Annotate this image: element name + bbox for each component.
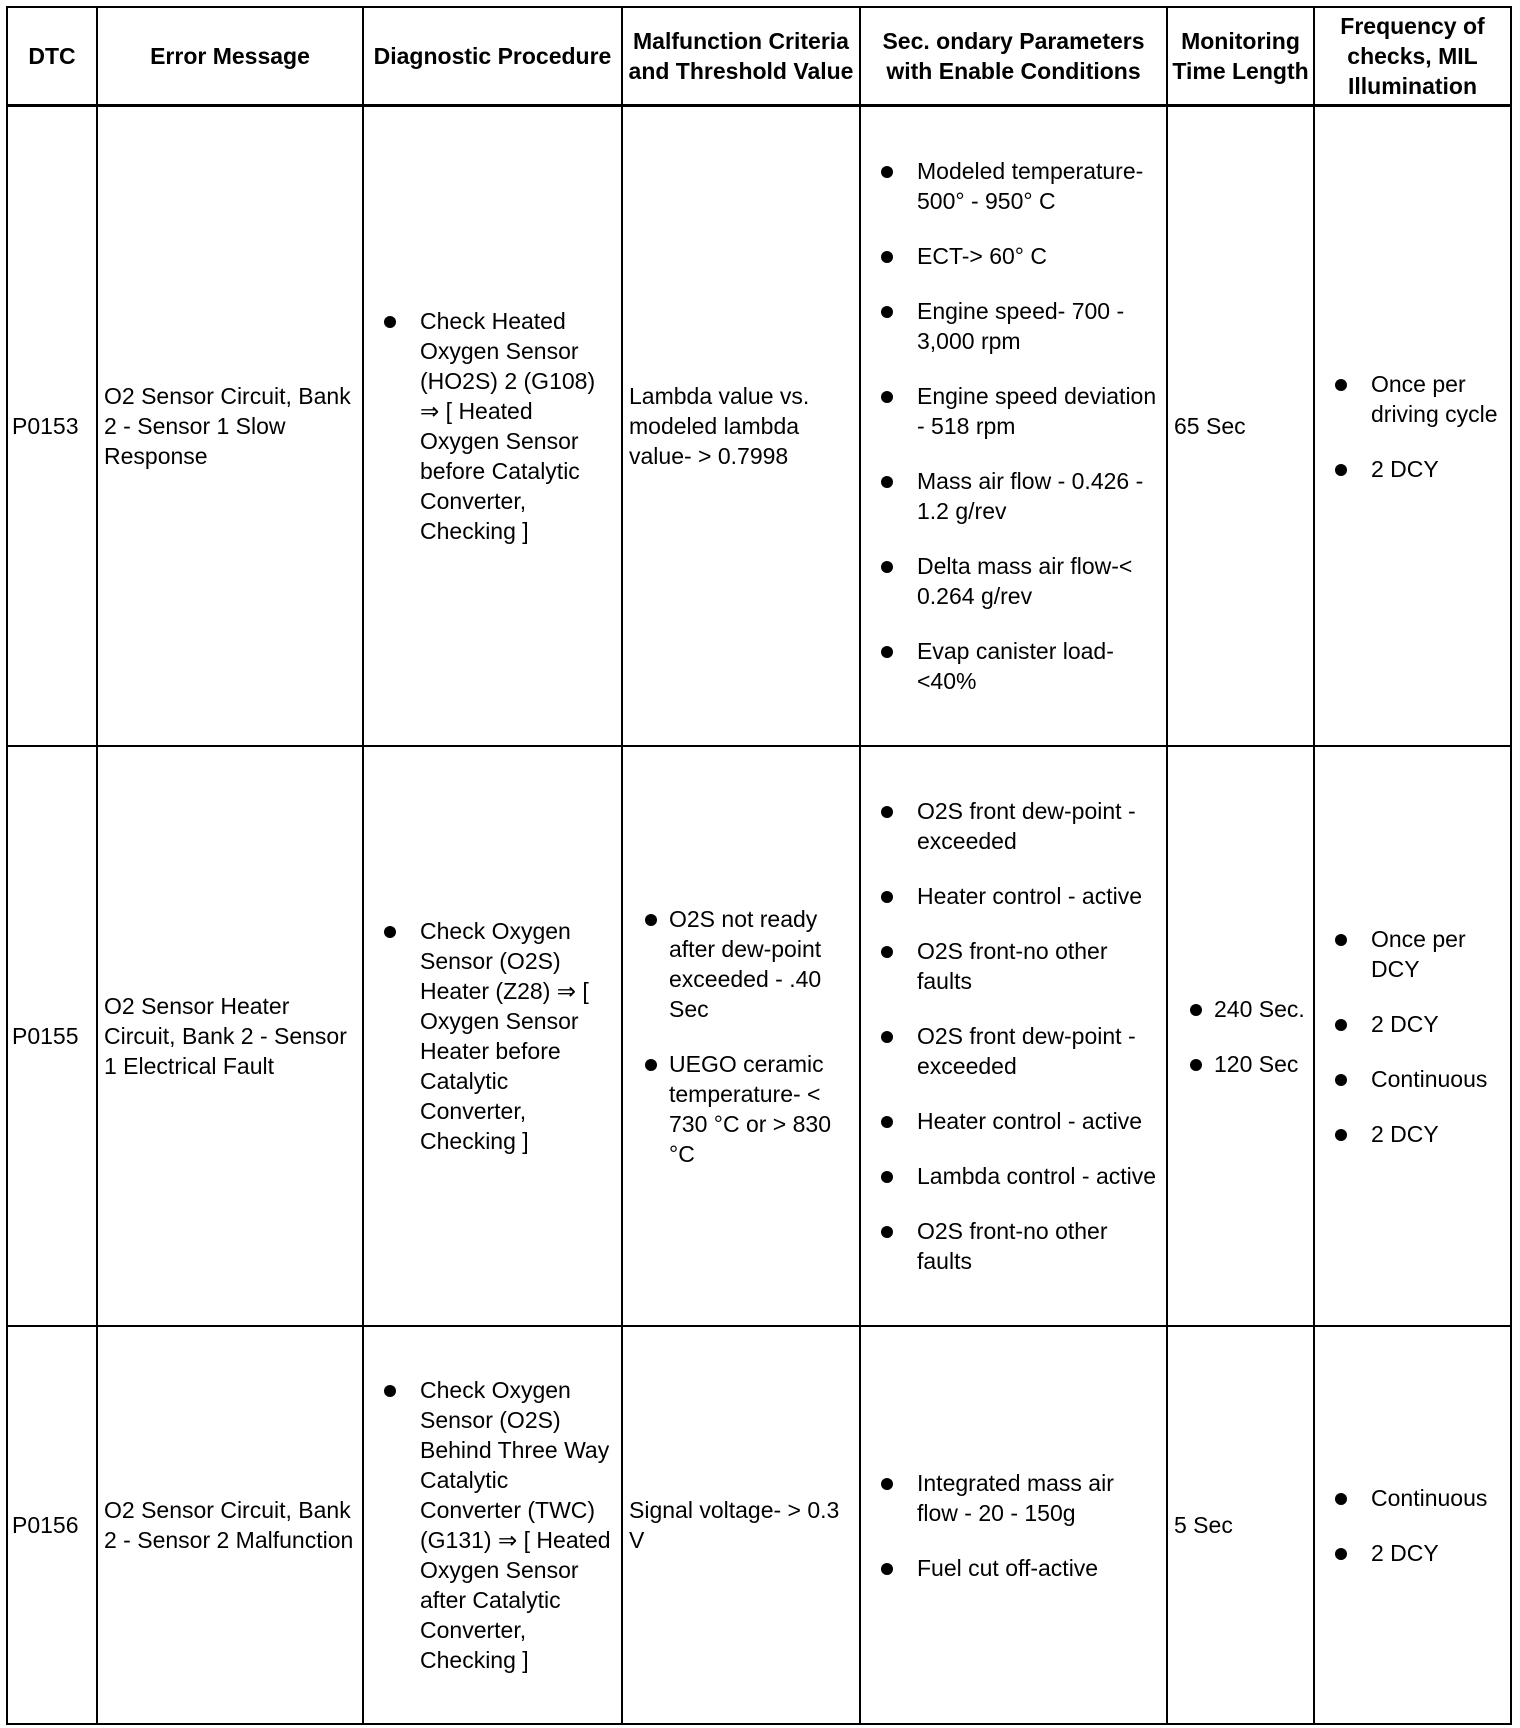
- bullet-icon: [1335, 1074, 1347, 1086]
- malfunction-criteria: Signal voltage- > 0.3 V: [622, 1326, 860, 1724]
- secondary-parameters: [860, 746, 1167, 1326]
- list-item: ECT-> 60° C: [867, 241, 1160, 271]
- header-error-message: Error Message: [97, 7, 363, 106]
- procedure-list: [370, 306, 615, 546]
- bullet-icon: [881, 1171, 893, 1183]
- list-item: Heater control - active: [867, 1106, 1160, 1136]
- list-item: Once per driving cycle: [1321, 369, 1504, 429]
- header-dtc: DTC: [7, 7, 97, 106]
- list-item: 120 Sec: [1174, 1049, 1307, 1079]
- list-item: Check Oxygen Sensor (O2S) Heater (Z28) ⇒ [ Oxygen Sensor Heater before Catalytic Converter, Checking ]: [370, 916, 615, 1156]
- dtc-code: P0156: [7, 1326, 97, 1724]
- bullet-icon: [881, 1478, 893, 1490]
- parameter-list: [867, 796, 1160, 1276]
- list-item: Engine speed deviation - 518 rpm: [867, 381, 1160, 441]
- dtc-code: P0153: [7, 106, 97, 747]
- bullet-icon: [1335, 1548, 1347, 1560]
- monitoring-time: 65 Sec: [1167, 106, 1314, 747]
- bullet-icon: [384, 926, 396, 938]
- error-message: O2 Sensor Circuit, Bank 2 - Sensor 1 Slow Response: [97, 106, 363, 747]
- bullet-icon: [881, 1031, 893, 1043]
- list-item: Once per DCY: [1321, 924, 1504, 984]
- header-monitoring-time: Monitoring Time Length: [1167, 7, 1314, 106]
- list-item: Check Oxygen Sensor (O2S) Behind Three Way Catalytic Converter (TWC) (G131) ⇒ [ Heated Oxygen Sensor after Catalytic Converter, Checking ]: [370, 1375, 615, 1675]
- bullet-icon: [881, 1116, 893, 1128]
- list-item: O2S front-no other faults: [867, 936, 1160, 996]
- bullet-icon: [881, 1226, 893, 1238]
- list-item: Check Heated Oxygen Sensor (HO2S) 2 (G108) ⇒ [ Heated Oxygen Sensor before Catalytic Converter, Checking ]: [370, 306, 615, 546]
- frequency-list: [1321, 369, 1504, 484]
- bullet-icon: [1335, 379, 1347, 391]
- list-item: Engine speed- 700 - 3,000 rpm: [867, 296, 1160, 356]
- diagnostic-procedure: [363, 746, 622, 1326]
- list-item: Lambda control - active: [867, 1161, 1160, 1191]
- criteria-list: [629, 904, 853, 1169]
- diagnostic-procedure: [363, 1326, 622, 1724]
- list-item: Integrated mass air flow - 20 - 150g: [867, 1468, 1160, 1528]
- malfunction-criteria: Lambda value vs. modeled lambda value- > 0.7998: [622, 106, 860, 747]
- bullet-icon: [1335, 1493, 1347, 1505]
- list-item: 240 Sec.: [1174, 994, 1307, 1024]
- monitoring-time: [1167, 746, 1314, 1326]
- bullet-icon: [1335, 464, 1347, 476]
- list-item: Fuel cut off-active: [867, 1553, 1160, 1583]
- bullet-icon: [384, 316, 396, 328]
- list-item: 2 DCY: [1321, 454, 1504, 484]
- bullet-icon: [881, 391, 893, 403]
- parameter-list: [867, 156, 1160, 696]
- monitoring-list: [1174, 994, 1307, 1079]
- bullet-icon: [881, 891, 893, 903]
- table-row: [7, 1326, 1511, 1724]
- parameter-list: [867, 1468, 1160, 1583]
- bullet-icon: [881, 306, 893, 318]
- list-item: Mass air flow - 0.426 - 1.2 g/rev: [867, 466, 1160, 526]
- table-row: [7, 106, 1511, 747]
- bullet-icon: [645, 914, 657, 926]
- table-row: [7, 746, 1511, 1326]
- bullet-icon: [881, 166, 893, 178]
- list-item: Evap canister load-<40%: [867, 636, 1160, 696]
- frequency-list: [1321, 924, 1504, 1149]
- list-item: O2S not ready after dew-point exceeded - .40 Sec: [629, 904, 853, 1024]
- bullet-icon: [881, 646, 893, 658]
- list-item: Continuous: [1321, 1064, 1504, 1094]
- bullet-icon: [1335, 1129, 1347, 1141]
- malfunction-criteria: [622, 746, 860, 1326]
- list-item: Delta mass air flow-< 0.264 g/rev: [867, 551, 1160, 611]
- error-message: O2 Sensor Circuit, Bank 2 - Sensor 2 Malfunction: [97, 1326, 363, 1724]
- frequency: [1314, 746, 1511, 1326]
- bullet-icon: [1190, 1059, 1202, 1071]
- procedure-list: [370, 1375, 615, 1675]
- list-item: 2 DCY: [1321, 1538, 1504, 1568]
- header-row: [7, 7, 1511, 106]
- bullet-icon: [384, 1385, 396, 1397]
- bullet-icon: [881, 1563, 893, 1575]
- list-item: 2 DCY: [1321, 1119, 1504, 1149]
- list-item: Modeled temperature- 500° - 950° C: [867, 156, 1160, 216]
- bullet-icon: [645, 1059, 657, 1071]
- bullet-icon: [1190, 1004, 1202, 1016]
- dtc-code: P0155: [7, 746, 97, 1326]
- list-item: UEGO ceramic temperature- < 730 °C or > 830 °C: [629, 1049, 853, 1169]
- bullet-icon: [1335, 934, 1347, 946]
- header-malfunction-criteria: Malfunction Criteria and Threshold Value: [622, 7, 860, 106]
- secondary-parameters: [860, 106, 1167, 747]
- procedure-list: [370, 916, 615, 1156]
- secondary-parameters: [860, 1326, 1167, 1724]
- error-message: O2 Sensor Heater Circuit, Bank 2 - Sensor 1 Electrical Fault: [97, 746, 363, 1326]
- header-secondary-parameters: Sec. ondary Parameters with Enable Conditions: [860, 7, 1167, 106]
- list-item: O2S front dew-point - exceeded: [867, 796, 1160, 856]
- list-item: 2 DCY: [1321, 1009, 1504, 1039]
- list-item: O2S front dew-point - exceeded: [867, 1021, 1160, 1081]
- header-diagnostic-procedure: Diagnostic Procedure: [363, 7, 622, 106]
- list-item: Continuous: [1321, 1483, 1504, 1513]
- list-item: O2S front-no other faults: [867, 1216, 1160, 1276]
- bullet-icon: [1335, 1019, 1347, 1031]
- monitoring-time: 5 Sec: [1167, 1326, 1314, 1724]
- dtc-table: [6, 6, 1512, 1725]
- frequency: [1314, 1326, 1511, 1724]
- frequency-list: [1321, 1483, 1504, 1568]
- bullet-icon: [881, 251, 893, 263]
- frequency: [1314, 106, 1511, 747]
- bullet-icon: [881, 476, 893, 488]
- diagnostic-procedure: [363, 106, 622, 747]
- header-frequency: Frequency of checks, MIL Illumination: [1314, 7, 1511, 106]
- list-item: Heater control - active: [867, 881, 1160, 911]
- bullet-icon: [881, 946, 893, 958]
- bullet-icon: [881, 561, 893, 573]
- bullet-icon: [881, 806, 893, 818]
